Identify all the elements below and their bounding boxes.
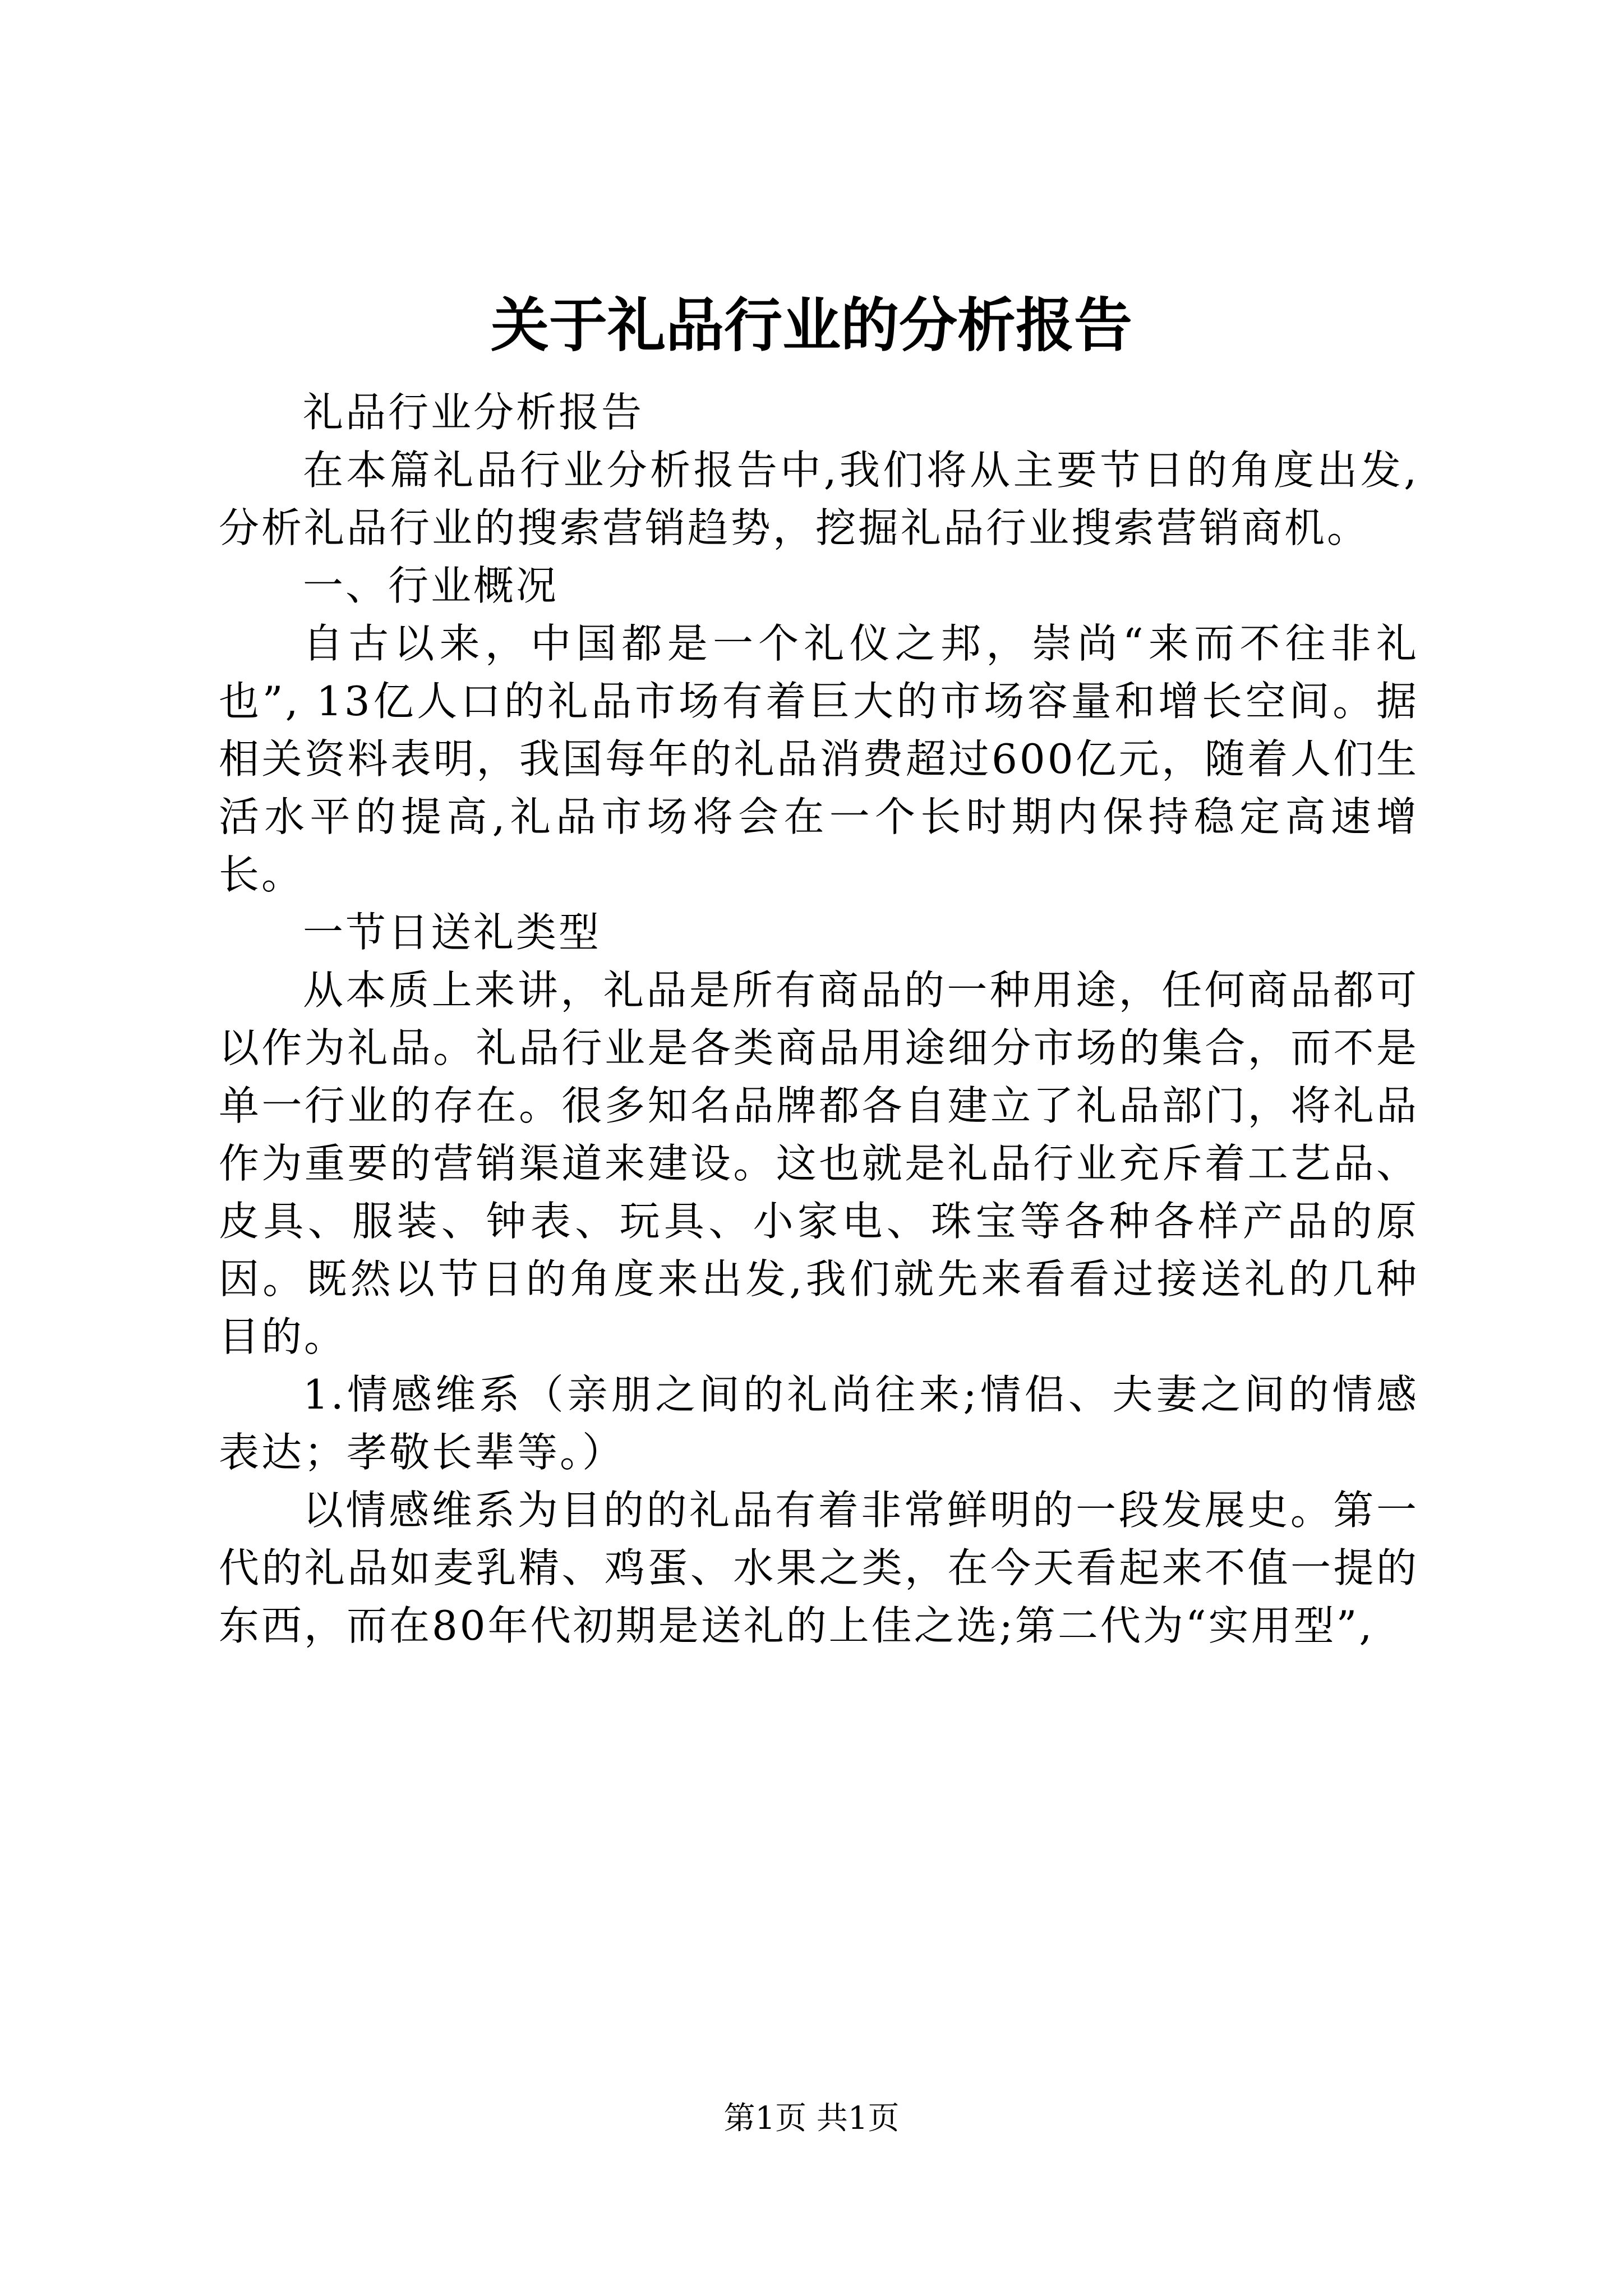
- paragraph-gift-nature: 从本质上来讲，礼品是所有商品的一种用途，任何商品都可以作为礼品。礼品行业是各类商品用途细分市场的集合，而不是单一行业的存在。很多知名品牌都各自建立了礼品部门，将礼品作为重要的营销渠道来建设。这也就是礼品行业充斥着工艺品、皮具、服装、钟表、玩具、小家电、珠宝等各种各样产品的原因。既然以节日的角度来出发,我们就先来看看过接送礼的几种目的。: [219, 967, 1419, 1360]
- document-title: 关于礼品行业的分析报告: [490, 291, 1132, 360]
- document-body: [219, 384, 1419, 1655]
- paragraph-intro: 在本篇礼品行业分析报告中,我们将从主要节日的角度出发,分析礼品行业的搜索营销趋势，挖掘礼品行业搜索营销商机。: [219, 447, 1419, 551]
- heading-gift-types: 一节日送礼类型: [303, 909, 602, 956]
- heading-industry-overview: 一、行业概况: [303, 562, 559, 609]
- paragraph-overview: 自古以来，中国都是一个礼仪之邦，崇尚“来而不往非礼也”, 13亿人口的礼品市场有着巨大的市场容量和增长空间。据相关资料表明，我国每年的礼品消费超过600亿元，随着人们生活水平的提高,礼品市场将会在一个长时期内保持稳定高速增长。: [219, 620, 1419, 898]
- list-item-emotional-bond: 1.情感维系（亲朋之间的礼尚往来;情侣、夫妻之间的情感表达；孝敬长辈等。）: [219, 1371, 1419, 1476]
- paragraph-subtitle: 礼品行业分析报告: [303, 389, 644, 436]
- page-footer: 第1页 共1页: [723, 2100, 900, 2137]
- paragraph-gift-history: 以情感维系为目的的礼品有着非常鲜明的一段发展史。第一代的礼品如麦乳精、鸡蛋、水果之类，在今天看起来不值一提的东西，而在80年代初期是送礼的上佳之选;第二代为“实用型”,: [219, 1487, 1419, 1649]
